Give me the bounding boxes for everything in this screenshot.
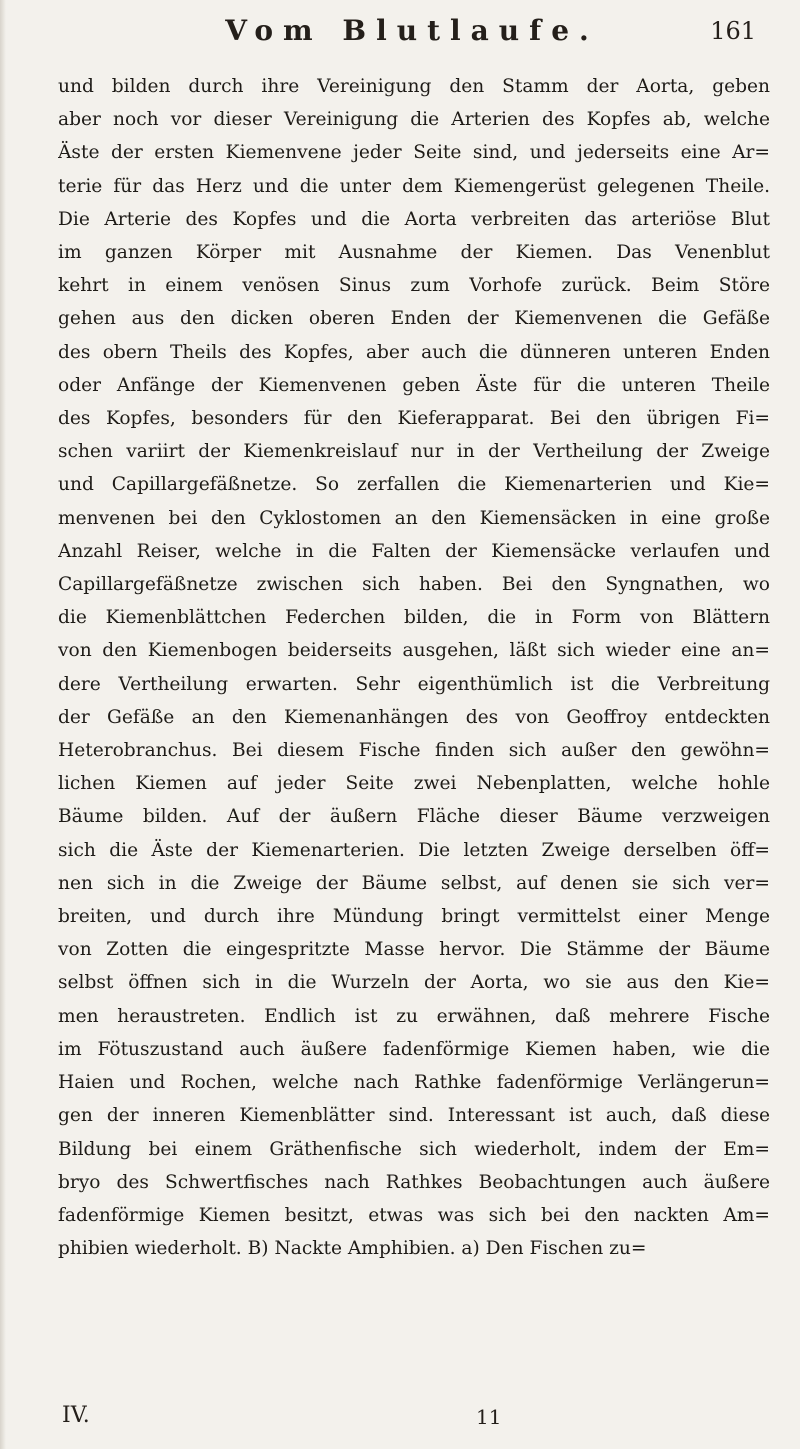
text-line: menvenen bei den Cyklostomen an den Kiemensäcken in eine große bbox=[58, 507, 770, 529]
text-line: dere Vertheilung erwarten. Sehr eigenthümlich ist die Verbreitung bbox=[58, 673, 770, 695]
text-line: gehen aus den dicken oberen Enden der Kiemenvenen die Gefäße bbox=[58, 308, 770, 330]
text-line: bryo des Schwertfisches nach Rathkes Beobachtungen auch äußere bbox=[58, 1171, 770, 1193]
text-line: selbst öffnen sich in die Wurzeln der Aorta, wo sie aus den Kie= bbox=[58, 972, 770, 994]
text-line: von den Kiemenbogen beiderseits ausgehen, läßt sich wieder eine an= bbox=[58, 640, 770, 662]
text-line: im Fötuszustand auch äußere fadenförmige Kiemen haben, wie die bbox=[58, 1038, 770, 1060]
text-line: men heraustreten. Endlich ist zu erwähnen, daß mehrere Fische bbox=[58, 1005, 770, 1027]
text-line: aber noch vor dieser Vereinigung die Arterien des Kopfes ab, welche bbox=[58, 109, 770, 131]
text-line: und Capillargefäßnetze. So zerfallen die Kiemenarterien und Kie= bbox=[58, 474, 770, 496]
text-line: der Gefäße an den Kiemenanhängen des von Geoffroy entdeckten bbox=[58, 706, 770, 728]
text-line: Äste der ersten Kiemenvene jeder Seite sind, und jederseits eine Ar= bbox=[58, 142, 770, 164]
text-line: schen variirt der Kiemenkreislauf nur in der Vertheilung der Zweige bbox=[58, 441, 770, 463]
text-line: kehrt in einem venösen Sinus zum Vorhofe zurück. Beim Störe bbox=[58, 275, 770, 297]
text-line: Capillargefäßnetze zwischen sich haben. Bei den Syngnathen, wo bbox=[58, 574, 770, 596]
text-line: Anzahl Reiser, welche in die Falten der Kiemensäcke verlaufen und bbox=[58, 540, 770, 562]
running-title: Vom Blutlaufe. bbox=[225, 14, 599, 47]
text-line: im ganzen Körper mit Ausnahme der Kiemen. Das Venenblut bbox=[58, 242, 770, 264]
text-line: und bilden durch ihre Vereinigung den Stamm der Aorta, geben bbox=[58, 76, 770, 97]
text-line: phibien wiederholt. B) Nackte Amphibien. a) Den Fischen zu= bbox=[58, 1238, 647, 1260]
text-line: oder Anfänge der Kiemenvenen geben Äste für die unteren Theile bbox=[58, 374, 770, 396]
text-line: gen der inneren Kiemenblätter sind. Interessant ist auch, daß diese bbox=[58, 1105, 770, 1127]
page-edge-shadow bbox=[0, 0, 6, 1449]
text-line: terie für das Herz und die unter dem Kiemengerüst gelegenen Theile. bbox=[58, 175, 770, 197]
page-header bbox=[62, 12, 762, 56]
text-line: des obern Theils des Kopfes, aber auch die dünneren unteren Enden bbox=[58, 341, 770, 363]
text-line: Haien und Rochen, welche nach Rathke fadenförmige Verlängerun= bbox=[58, 1072, 770, 1094]
signature-number: 11 bbox=[476, 1405, 502, 1429]
text-line: breiten, und durch ihre Mündung bringt vermittelst einer Menge bbox=[58, 906, 770, 928]
text-line: Bildung bei einem Gräthenfische sich wiederholt, indem der Em= bbox=[58, 1138, 770, 1160]
text-line: die Kiemenblättchen Federchen bilden, die in Form von Blättern bbox=[58, 607, 770, 629]
text-line: Bäume bilden. Auf der äußern Fläche dieser Bäume verzweigen bbox=[58, 806, 770, 828]
signature-mark: IV. bbox=[62, 1403, 90, 1428]
text-line: lichen Kiemen auf jeder Seite zwei Nebenplatten, welche hohle bbox=[58, 773, 770, 795]
page-number: 161 bbox=[710, 17, 756, 45]
text-line: sich die Äste der Kiemenarterien. Die letzten Zweige derselben öff= bbox=[58, 839, 770, 861]
text-line: Heterobranchus. Bei diesem Fische finden sich außer den gewöhn= bbox=[58, 740, 770, 762]
text-line: fadenförmige Kiemen besitzt, etwas was sich bei den nackten Am= bbox=[58, 1204, 770, 1226]
text-line: von Zotten die eingespritzte Masse hervor. Die Stämme der Bäume bbox=[58, 939, 770, 961]
text-line: Die Arterie des Kopfes und die Aorta verbreiten das arteriöse Blut bbox=[58, 208, 770, 230]
body-text bbox=[58, 70, 770, 1265]
text-line: des Kopfes, besonders für den Kieferapparat. Bei den übrigen Fi= bbox=[58, 408, 770, 430]
text-line: nen sich in die Zweige der Bäume selbst, auf denen sie sich ver= bbox=[58, 872, 770, 894]
page-footer bbox=[62, 1403, 702, 1433]
